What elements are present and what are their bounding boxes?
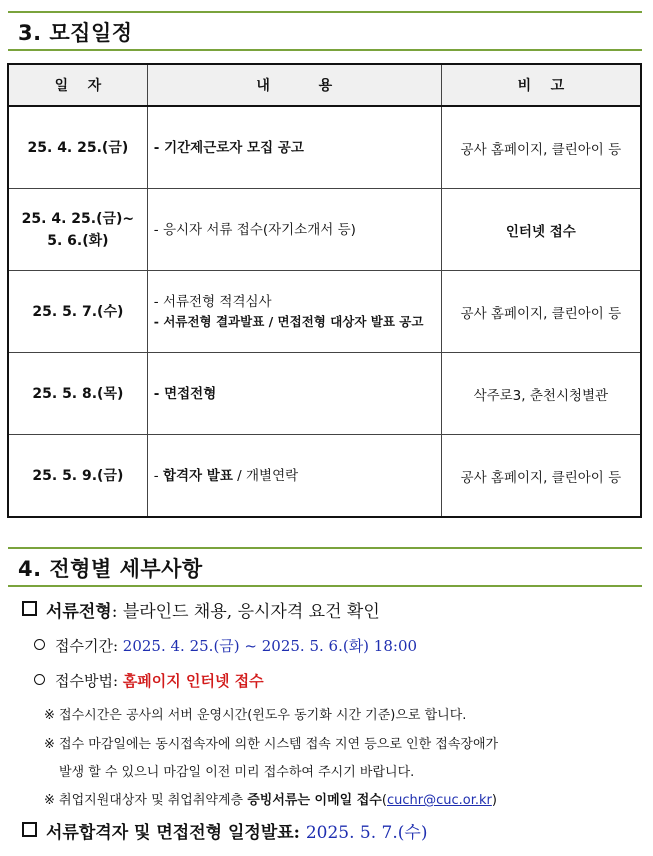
row-note: 인터넷 접수 bbox=[441, 189, 641, 271]
table-row bbox=[8, 353, 641, 435]
doc-screening-desc: : 블라인드 채용, 응시자격 요건 확인 bbox=[111, 602, 380, 622]
schedule-table bbox=[7, 63, 642, 518]
table-row bbox=[8, 271, 641, 353]
section-4-header bbox=[8, 547, 642, 587]
row-date-start: 25. 4. 25.(금)~ bbox=[21, 210, 135, 227]
announce-value: 2025. 5. 7.(수) bbox=[305, 823, 428, 843]
circle-bullet-icon bbox=[34, 674, 45, 685]
table-row bbox=[8, 435, 641, 518]
announce-line bbox=[22, 818, 427, 843]
period-line bbox=[34, 635, 417, 656]
note-line: ※ 접수 마감일에는 동시접속자에 의한 시스템 접속 지연 등으로 인한 접속장애가 bbox=[44, 737, 499, 752]
row-note: 공사 홈페이지, 클린아이 등 bbox=[441, 271, 641, 353]
row-content bbox=[147, 435, 441, 518]
doc-screening-label: 서류전형 bbox=[46, 602, 112, 622]
period-value: 2025. 4. 25.(금) ~ 2025. 5. 6.(화) 18:00 bbox=[122, 637, 418, 655]
note4-bold: 증빙서류는 이메일 접수 bbox=[247, 793, 382, 808]
header-note: 비 고 bbox=[441, 64, 641, 106]
row-date: 25. 5. 9.(금) bbox=[8, 435, 147, 518]
row-note: 공사 홈페이지, 클린아이 등 bbox=[441, 435, 641, 518]
section-3-header bbox=[8, 11, 642, 51]
period-label: 접수기간: bbox=[55, 637, 123, 655]
row-content-rest: / 개별연락 bbox=[232, 467, 299, 484]
note4-prefix: ※ 취업지원대상자 및 취업취약계층 bbox=[44, 793, 248, 808]
method-line bbox=[34, 670, 264, 691]
row-note: 공사 홈페이지, 클린아이 등 bbox=[441, 106, 641, 189]
row-content-bold: 합격자 발표 bbox=[162, 467, 233, 484]
row-content-prefix: - bbox=[153, 467, 163, 484]
table-row bbox=[8, 106, 641, 189]
doc-screening-line bbox=[22, 597, 380, 622]
circle-bullet-icon bbox=[34, 639, 45, 650]
row-date: 25. 5. 8.(목) bbox=[8, 353, 147, 435]
table-header-row bbox=[8, 64, 641, 106]
email-link[interactable]: cuchr@cuc.or.kr bbox=[386, 793, 492, 808]
row-note: 삭주로3, 춘천시청별관 bbox=[441, 353, 641, 435]
row-date: 25. 4. 25.(금) bbox=[8, 106, 147, 189]
row-content: - 기간제근로자 모집 공고 bbox=[147, 106, 441, 189]
section-4-title: 4. 전형별 세부사항 bbox=[18, 557, 203, 581]
table-row bbox=[8, 189, 641, 271]
row-content: - 응시자 서류 접수(자기소개서 등) bbox=[147, 189, 441, 271]
method-label: 접수방법: bbox=[55, 672, 123, 690]
note-line: ※ 취업지원대상자 및 취업취약계층 증빙서류는 이메일 접수(cuchr@cuc.or.kr) bbox=[44, 793, 497, 808]
row-date bbox=[8, 189, 147, 271]
square-bullet-icon bbox=[22, 601, 37, 616]
announce-label: 서류합격자 및 면접전형 일정발표: bbox=[46, 823, 306, 843]
method-value: 홈페이지 인터넷 접수 bbox=[122, 672, 264, 690]
section-3-title: 3. 모집일정 bbox=[18, 21, 133, 45]
row-date: 25. 5. 7.(수) bbox=[8, 271, 147, 353]
row-date-end: 5. 6.(화) bbox=[47, 232, 109, 249]
row-content-line: - 서류전형 결과발표 / 면접전형 대상자 발표 공고 bbox=[153, 313, 424, 329]
header-date: 일 자 bbox=[8, 64, 147, 106]
row-content-line: - 서류전형 적격심사 bbox=[153, 293, 272, 310]
row-content bbox=[147, 271, 441, 353]
square-bullet-icon bbox=[22, 822, 37, 837]
row-content: - 면접전형 bbox=[147, 353, 441, 435]
header-content: 내 용 bbox=[147, 64, 441, 106]
note-line: 발생 할 수 있으니 마감일 이전 미리 접수하여 주시기 바랍니다. bbox=[59, 765, 415, 780]
note-line: ※ 접수시간은 공사의 서버 운영시간(윈도우 동기화 시간 기준)으로 합니다. bbox=[44, 708, 467, 723]
